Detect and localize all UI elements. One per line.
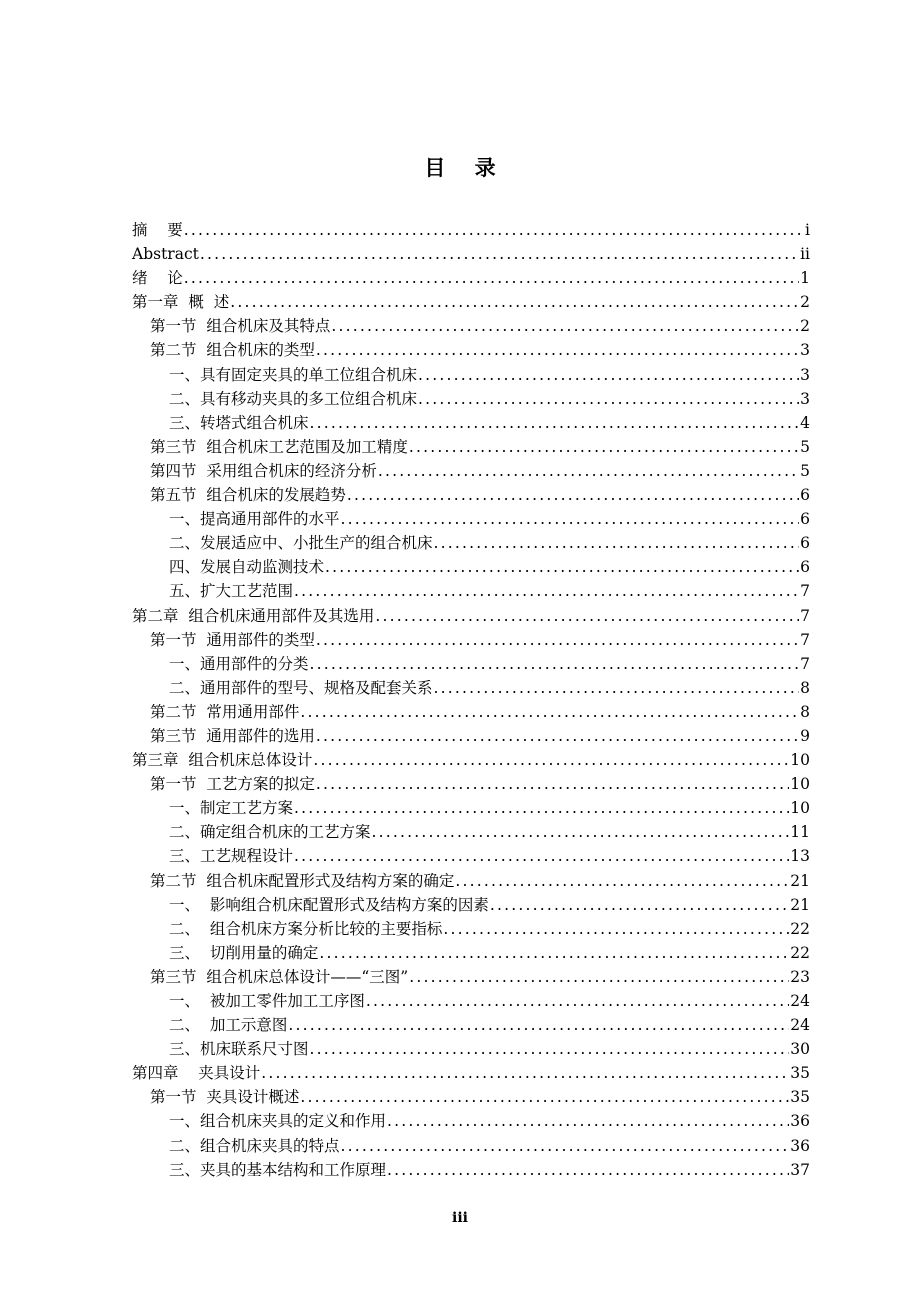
toc-entry[interactable] (132, 604, 810, 628)
toc-leader-dots (300, 1085, 789, 1109)
toc-entry[interactable] (132, 507, 810, 531)
toc-entry[interactable] (132, 772, 810, 796)
toc-entry-page: 37 (790, 1160, 810, 1179)
toc-entry[interactable] (132, 555, 810, 579)
toc-entry[interactable] (132, 676, 810, 700)
toc-entry[interactable] (132, 579, 810, 603)
toc-leader-dots (294, 844, 789, 868)
toc-leader-dots (200, 242, 799, 266)
toc-entry[interactable] (132, 1109, 810, 1133)
toc-entry-page: 36 (790, 1112, 810, 1131)
toc-entry-label: 二、 加工示意图 (169, 1016, 288, 1035)
toc-entry-label: 三、夹具的基本结构和工作原理 (169, 1160, 387, 1179)
toc-entry[interactable] (132, 1085, 810, 1109)
toc-entry[interactable] (132, 1134, 810, 1158)
toc-entry-page: 30 (790, 1040, 810, 1059)
toc-entry-page: 5 (800, 437, 810, 456)
toc-leader-dots (347, 483, 799, 507)
toc-entry-label: 二、发展适应中、小批生产的组合机床 (169, 534, 433, 553)
toc-entry-page: 6 (800, 510, 810, 529)
toc-entry-page: 7 (800, 606, 810, 625)
toc-entry-page: 10 (790, 775, 810, 794)
toc-entry-label: 第三节 组合机床总体设计——“三图” (150, 967, 409, 986)
toc-entry-label: 第三节 通用部件的选用 (150, 726, 315, 745)
toc-entry-page: 24 (790, 1016, 810, 1035)
toc-entry-page: 3 (800, 341, 810, 360)
toc-leader-dots (341, 507, 800, 531)
toc-entry-page: 23 (790, 967, 810, 986)
toc-entry[interactable] (132, 965, 810, 989)
toc-entry-label: 五、扩大工艺范围 (169, 582, 294, 601)
toc-entry[interactable] (132, 628, 810, 652)
toc-entry-page: 35 (790, 1088, 810, 1107)
toc-entry[interactable] (132, 1158, 810, 1182)
toc-leader-dots (310, 411, 800, 435)
toc-leader-dots (300, 700, 799, 724)
toc-entry[interactable] (132, 1061, 810, 1085)
toc-entry[interactable] (132, 459, 810, 483)
toc-entry[interactable] (132, 531, 810, 555)
toc-entry-page: 5 (800, 461, 810, 480)
toc-leader-dots (387, 1109, 789, 1133)
toc-leader-dots (418, 387, 799, 411)
toc-entry[interactable] (132, 218, 810, 242)
toc-entry-page: 3 (800, 365, 810, 384)
toc-entry-label: 第一节 通用部件的类型 (150, 630, 315, 649)
toc-leader-dots (316, 724, 799, 748)
toc-entry[interactable] (132, 1013, 810, 1037)
toc-entry[interactable] (132, 893, 810, 917)
toc-entry-label: 三、机床联系尺寸图 (169, 1040, 309, 1059)
toc-leader-dots (375, 604, 799, 628)
toc-entry[interactable] (132, 387, 810, 411)
toc-leader-dots (409, 435, 799, 459)
toc-entry-label: 绪 论 (132, 269, 183, 288)
toc-leader-dots (409, 965, 789, 989)
toc-entry-page: 13 (790, 847, 810, 866)
toc-leader-dots (319, 941, 789, 965)
toc-entry-page: 7 (800, 654, 810, 673)
toc-entry-label: 第一章 概 述 (132, 293, 230, 312)
toc-leader-dots (378, 459, 799, 483)
toc-entry[interactable] (132, 941, 810, 965)
toc-entry-label: 第二节 组合机床的类型 (150, 341, 315, 360)
toc-entry-page: 36 (790, 1136, 810, 1155)
toc-entry-label: 一、具有固定夹具的单工位组合机床 (169, 365, 418, 384)
toc-leader-dots (418, 363, 799, 387)
toc-leader-dots (387, 1158, 789, 1182)
toc-entry-page: ii (800, 245, 810, 264)
toc-leader-dots (288, 1013, 789, 1037)
toc-entry-page: 7 (800, 582, 810, 601)
toc-leader-dots (325, 555, 799, 579)
toc-leader-dots (316, 338, 799, 362)
toc-leader-dots (372, 820, 790, 844)
toc-entry-page: 6 (800, 558, 810, 577)
toc-entry-label: 第五节 组合机床的发展趋势 (150, 486, 346, 505)
toc-entry-page: i (805, 221, 810, 239)
toc-leader-dots (366, 989, 789, 1013)
toc-entry-page: 4 (800, 413, 810, 432)
toc-entry-page: 35 (790, 1064, 810, 1083)
toc-entry-label: 第四节 采用组合机床的经济分析 (150, 461, 377, 480)
toc-entry[interactable] (132, 483, 810, 507)
toc-entry-page: 8 (800, 702, 810, 721)
toc-entry-label: 二、具有移动夹具的多工位组合机床 (169, 389, 418, 408)
page-title: 目 录 (424, 155, 496, 180)
toc-entry-page: 6 (800, 486, 810, 505)
toc-entry-page: 22 (790, 919, 810, 938)
toc-entry-label: 第二节 常用通用部件 (150, 702, 300, 721)
toc-entry-label: 三、工艺规程设计 (169, 847, 294, 866)
toc-entry-label: 摘 要 (132, 221, 183, 239)
toc-entry[interactable] (132, 917, 810, 941)
toc-entry-page: 24 (790, 992, 810, 1010)
toc-entry-label: 一、提高通用部件的水平 (169, 510, 340, 529)
toc-entry[interactable] (132, 1037, 810, 1061)
toc-entry-label: 三、转塔式组合机床 (169, 413, 309, 432)
toc-leader-dots (261, 1061, 789, 1085)
toc-leader-dots (443, 917, 789, 941)
toc-entry-label: 一、 被加工零件加工工序图 (169, 992, 365, 1010)
toc-entry[interactable] (132, 700, 810, 724)
toc-entry-label: 第一节 组合机床及其特点 (150, 317, 331, 336)
toc-leader-dots (490, 893, 789, 917)
toc-entry-page: 22 (790, 943, 810, 962)
toc-entry-label: 一、制定工艺方案 (169, 799, 294, 818)
toc-entry-page: 21 (790, 895, 810, 914)
toc-entry-label: 第二章 组合机床通用部件及其选用 (132, 606, 375, 625)
toc-entry-page: 9 (800, 726, 810, 745)
toc-entry-label: Abstract (132, 245, 199, 264)
toc-leader-dots (341, 1134, 790, 1158)
toc-entry[interactable] (132, 652, 810, 676)
toc-entry-label: 一、组合机床夹具的定义和作用 (169, 1112, 387, 1131)
toc-entry[interactable] (132, 724, 810, 748)
toc-leader-dots (331, 314, 799, 338)
toc-entry[interactable] (132, 844, 810, 868)
toc-leader-dots (316, 628, 799, 652)
toc-leader-dots (184, 266, 799, 290)
toc-entry-label: 三、 切削用量的确定 (169, 943, 319, 962)
toc-entry-page: 7 (800, 630, 810, 649)
toc-entry-label: 二、组合机床夹具的特点 (169, 1136, 340, 1155)
toc-entry[interactable] (132, 989, 810, 1013)
toc-entry-page: 1 (800, 269, 810, 288)
toc-entry[interactable] (132, 748, 810, 772)
toc-entry-label: 第一节 工艺方案的拟定 (150, 775, 315, 794)
page-number: iii (452, 1210, 468, 1226)
toc-entry-label: 第一节 夹具设计概述 (150, 1088, 300, 1107)
toc-entry-page: 11 (790, 823, 810, 842)
toc-entry-label: 第三章 组合机床总体设计 (132, 751, 313, 770)
toc-entry-page: 10 (790, 751, 810, 770)
toc-entry-label: 二、通用部件的型号、规格及配套关系 (169, 678, 433, 697)
toc-entry[interactable] (132, 242, 810, 266)
toc-leader-dots (310, 652, 800, 676)
toc-leader-dots (310, 1037, 790, 1061)
toc-entry[interactable] (132, 869, 810, 893)
toc-entry[interactable] (132, 338, 810, 362)
toc-leader-dots (434, 531, 800, 555)
toc-entry-label: 第三节 组合机床工艺范围及加工精度 (150, 437, 408, 456)
toc-entry-page: 8 (800, 678, 810, 697)
toc-entry-page: 10 (790, 799, 810, 818)
toc-entry-page: 2 (800, 293, 810, 312)
toc-entry-label: 二、 组合机床方案分析比较的主要指标 (169, 919, 443, 938)
toc-leader-dots (294, 579, 799, 603)
toc-entry[interactable] (132, 363, 810, 387)
toc-entry-label: 二、确定组合机床的工艺方案 (169, 823, 371, 842)
toc-leader-dots (434, 676, 800, 700)
toc-entry[interactable] (132, 435, 810, 459)
toc-leader-dots (455, 869, 789, 893)
toc-entry[interactable] (132, 266, 810, 290)
toc-leader-dots (294, 796, 789, 820)
toc-entry-page: 2 (800, 317, 810, 336)
toc-entry[interactable] (132, 290, 810, 314)
toc-entry[interactable] (132, 796, 810, 820)
toc-entry-page: 6 (800, 534, 810, 553)
toc-leader-dots (316, 772, 789, 796)
toc-leader-dots (184, 218, 804, 242)
toc-entry-label: 第二节 组合机床配置形式及结构方案的确定 (150, 871, 455, 890)
toc-entry[interactable] (132, 314, 810, 338)
toc-entry-page: 21 (790, 871, 810, 890)
table-of-contents (132, 218, 810, 1182)
toc-entry-label: 四、发展自动监测技术 (169, 558, 325, 577)
toc-entry[interactable] (132, 411, 810, 435)
toc-leader-dots (313, 748, 789, 772)
toc-leader-dots (230, 290, 799, 314)
toc-entry-label: 第四章 夹具设计 (132, 1064, 261, 1083)
toc-entry-label: 一、通用部件的分类 (169, 654, 309, 673)
toc-entry[interactable] (132, 820, 810, 844)
toc-entry-label: 一、 影响组合机床配置形式及结构方案的因素 (169, 895, 489, 914)
toc-entry-page: 3 (800, 389, 810, 408)
